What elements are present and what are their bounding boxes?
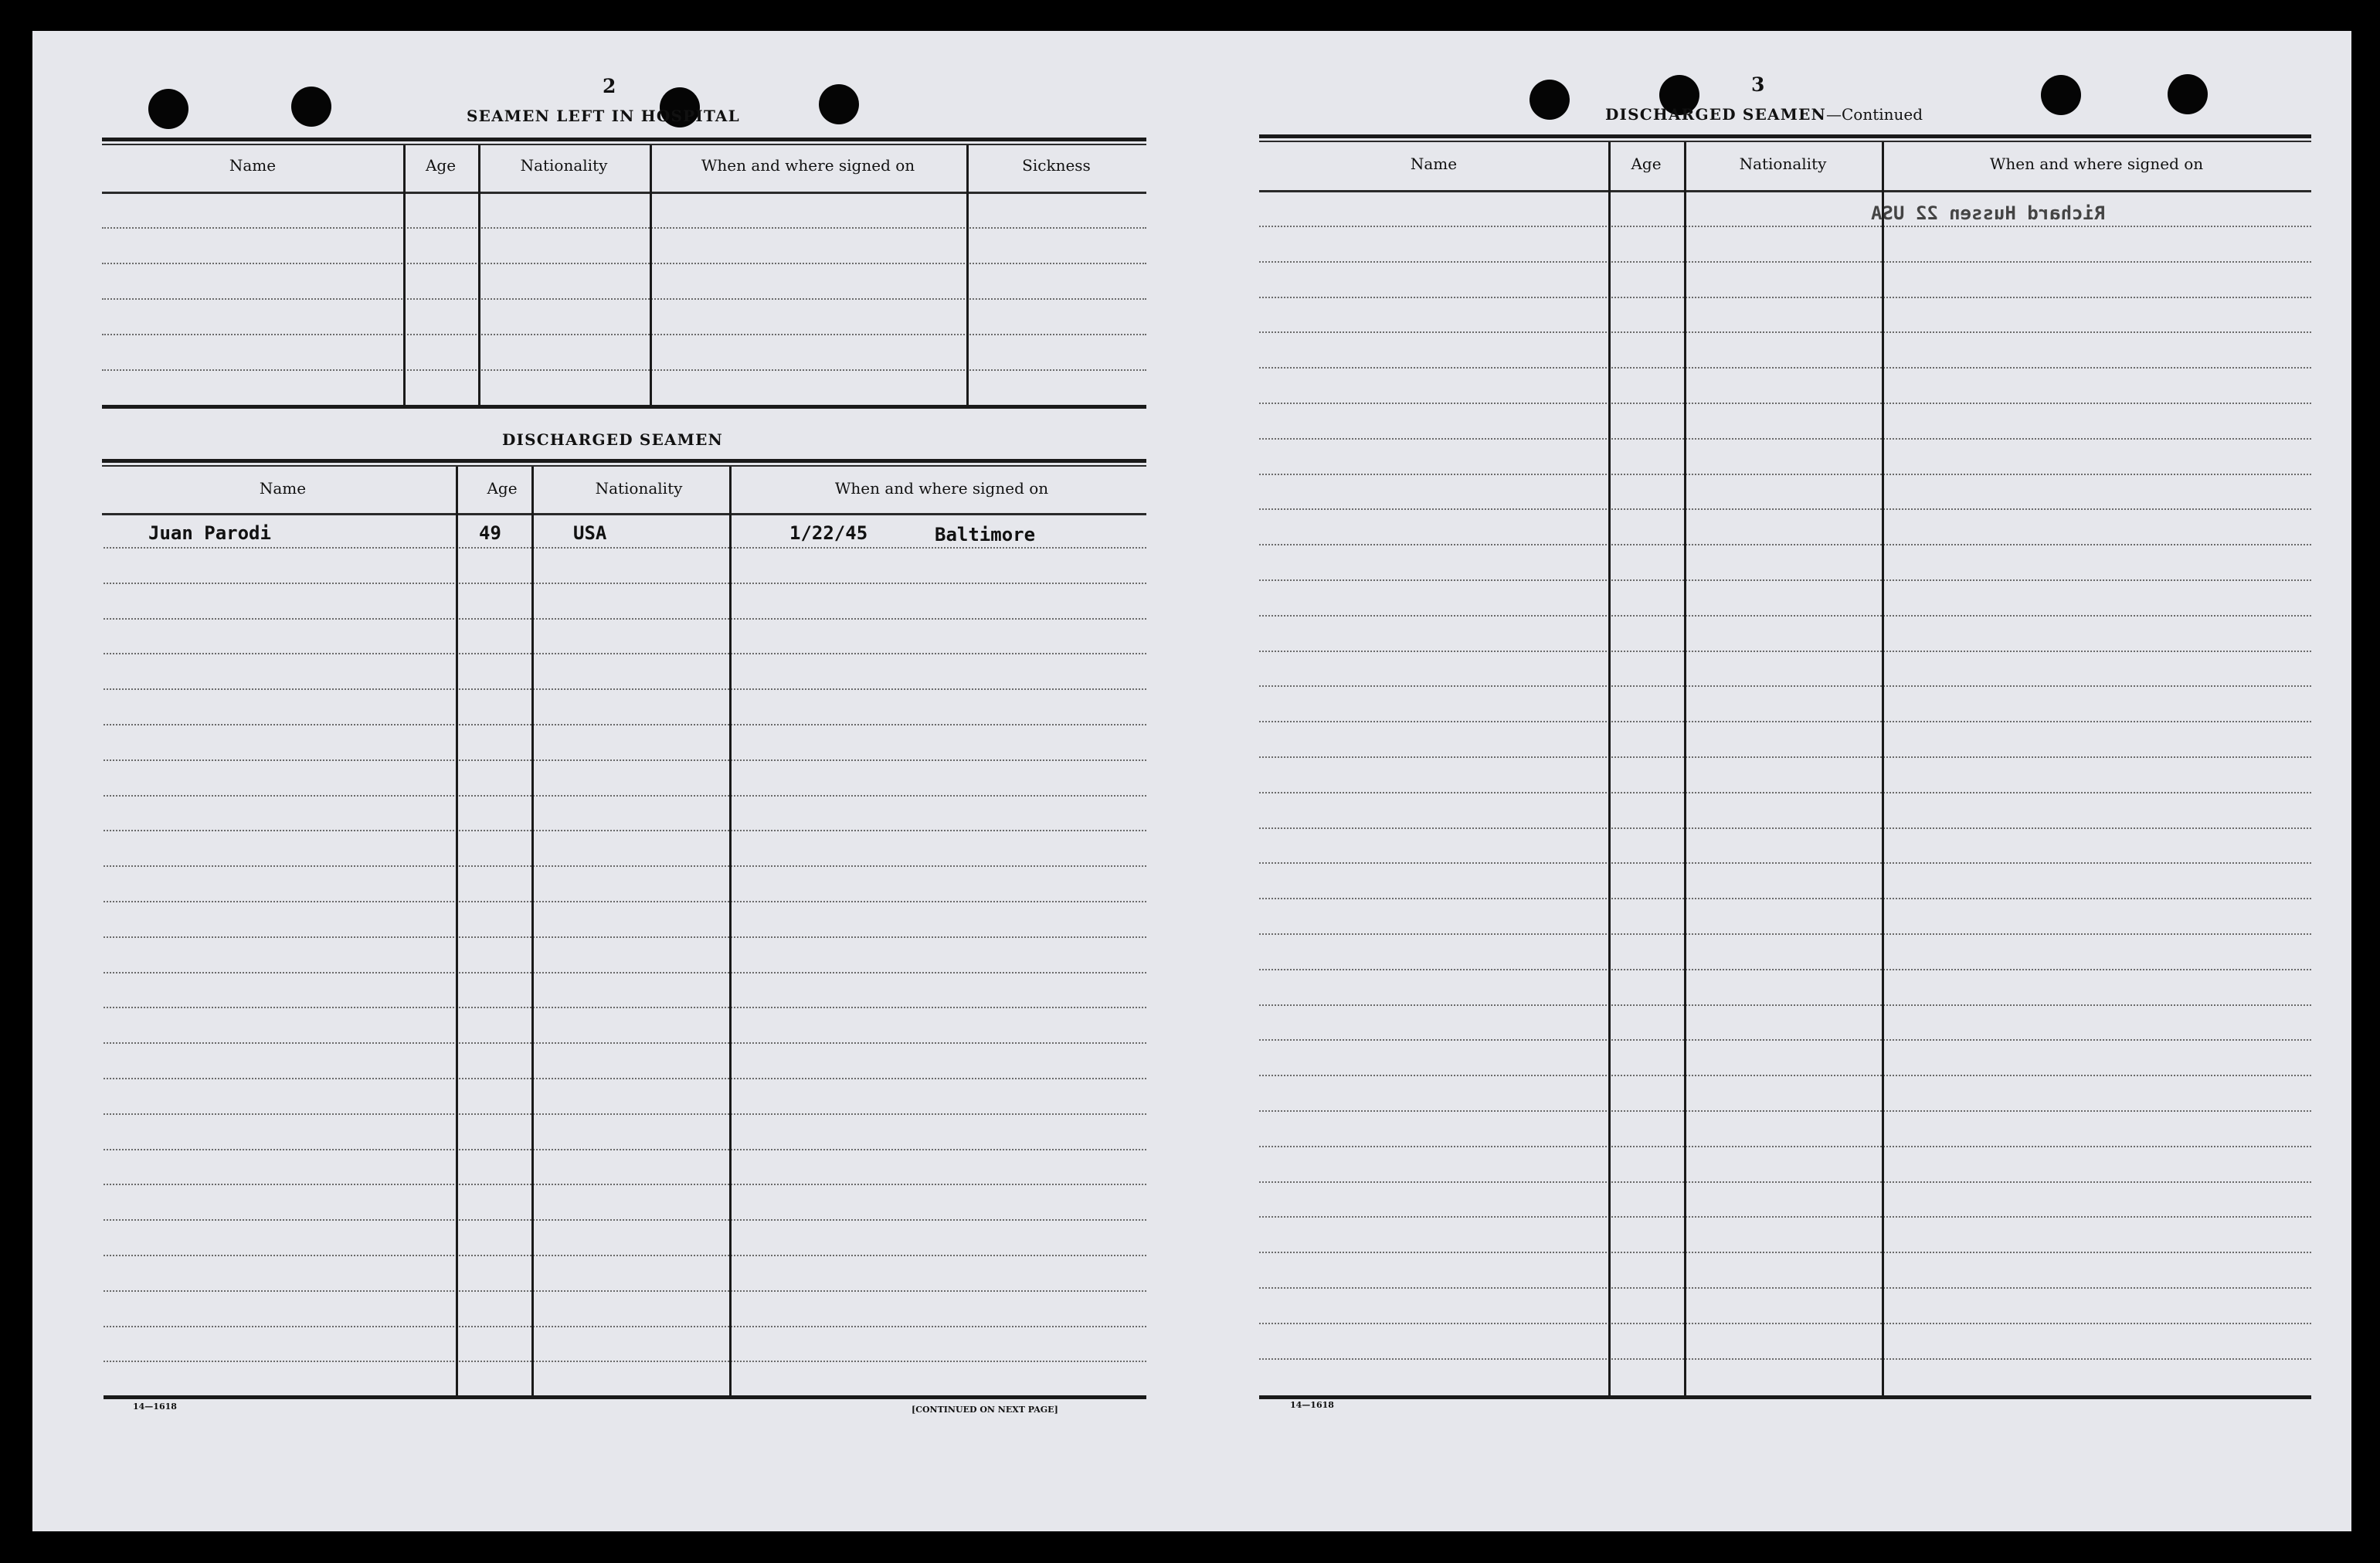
ruled-line	[104, 901, 1146, 902]
ruled-line	[1259, 651, 2311, 652]
seaman-name: Juan Parodi	[148, 522, 271, 544]
ruled-line	[1259, 685, 2311, 687]
column-header-age: Age	[1631, 155, 1662, 173]
ruled-line	[1259, 827, 2311, 829]
ruled-line	[1259, 1358, 2311, 1360]
ruled-line	[1259, 331, 2311, 333]
ruled-line	[104, 759, 1146, 761]
ruled-line	[1259, 508, 2311, 510]
ruled-line	[104, 653, 1146, 654]
ruled-line	[1259, 1252, 2311, 1253]
section-title: DISCHARGED SEAMEN	[1605, 105, 1826, 124]
continued-note: [CONTINUED ON NEXT PAGE]	[912, 1405, 1058, 1415]
ruled-line	[1259, 403, 2311, 404]
ruled-line	[1259, 544, 2311, 545]
ruled-line	[1259, 1146, 2311, 1147]
column-header-signed-on: When and where signed on	[701, 156, 915, 175]
hospital-section-title: SEAMEN LEFT IN HOSPITAL	[467, 107, 740, 125]
ruled-line	[1259, 721, 2311, 722]
ruled-line	[1259, 1075, 2311, 1076]
ruled-line	[104, 1184, 1146, 1185]
discharged-section-title: DISCHARGED SEAMEN	[502, 430, 723, 449]
ruled-line	[1259, 297, 2311, 298]
ruled-line	[1259, 367, 2311, 369]
ruled-line	[1259, 1181, 2311, 1183]
ruled-line	[104, 795, 1146, 797]
ruled-line	[104, 1078, 1146, 1079]
ruled-line	[1259, 969, 2311, 970]
discharged-continued-title	[1605, 105, 1923, 124]
ruled-line	[104, 830, 1146, 831]
ruled-line	[1259, 898, 2311, 899]
ruled-line	[1259, 1004, 2311, 1006]
ruled-line	[104, 618, 1146, 620]
column-header-nationality: Nationality	[1739, 155, 1827, 173]
ruled-line	[1259, 862, 2311, 864]
ruled-line	[1259, 261, 2311, 263]
ruled-line	[1259, 1216, 2311, 1218]
ruled-line	[104, 1042, 1146, 1044]
column-header-age: Age	[425, 156, 457, 175]
ruled-line	[1259, 438, 2311, 440]
column-header-signed-on: When and where signed on	[834, 479, 1049, 498]
signed-on-place: Baltimore	[935, 524, 1036, 545]
ruled-line	[1259, 474, 2311, 475]
punch-hole	[291, 87, 331, 127]
ruled-line	[104, 1113, 1146, 1115]
bleed-through-text: Richard Hussen 22 USA	[1871, 202, 2106, 224]
ruled-line	[1259, 1287, 2311, 1289]
ruled-line	[104, 1255, 1146, 1256]
ruled-line	[104, 1326, 1146, 1327]
ruled-line	[104, 583, 1146, 584]
page-number: 3	[1751, 73, 1765, 96]
column-header-name: Name	[229, 156, 277, 175]
form-number: 14—1618	[1290, 1400, 1334, 1410]
ruled-line	[1259, 579, 2311, 581]
punch-hole	[148, 89, 188, 129]
ruled-line	[1259, 1110, 2311, 1112]
ruled-line	[1259, 1039, 2311, 1041]
ruled-line	[1259, 756, 2311, 758]
ruled-line	[104, 936, 1146, 938]
column-header-nationality: Nationality	[595, 479, 683, 498]
section-title-suffix: —Continued	[1826, 105, 1923, 124]
column-header-name: Name	[1410, 155, 1458, 173]
ruled-line	[104, 547, 1146, 549]
punch-hole	[1530, 80, 1570, 120]
ruled-line	[104, 1149, 1146, 1150]
seaman-age: 49	[479, 522, 501, 544]
ruled-line	[1259, 933, 2311, 935]
column-header-nationality: Nationality	[520, 156, 608, 175]
ruled-line	[1259, 226, 2311, 227]
column-header-age: Age	[487, 479, 518, 498]
ruled-line	[104, 1007, 1146, 1008]
column-header-signed-on: When and where signed on	[1989, 155, 2204, 173]
ruled-line	[104, 688, 1146, 690]
ruled-line	[1259, 792, 2311, 793]
page-number: 2	[603, 75, 616, 97]
seaman-nationality: USA	[573, 522, 607, 544]
column-header-sickness: Sickness	[1022, 156, 1091, 175]
punch-hole	[2168, 74, 2208, 114]
punch-hole	[819, 84, 859, 124]
ruled-line	[104, 865, 1146, 867]
ruled-line	[104, 972, 1146, 973]
ruled-line	[104, 724, 1146, 725]
ruled-line	[104, 1290, 1146, 1292]
ruled-line	[1259, 1323, 2311, 1324]
ruled-line	[104, 1219, 1146, 1221]
form-number: 14—1618	[133, 1402, 177, 1412]
punch-hole	[2041, 75, 2081, 115]
ruled-line	[104, 1361, 1146, 1362]
ruled-line	[1259, 615, 2311, 617]
document-sheet	[32, 31, 2351, 1531]
column-header-name: Name	[259, 479, 307, 498]
signed-on-date: 1/22/45	[789, 522, 868, 544]
